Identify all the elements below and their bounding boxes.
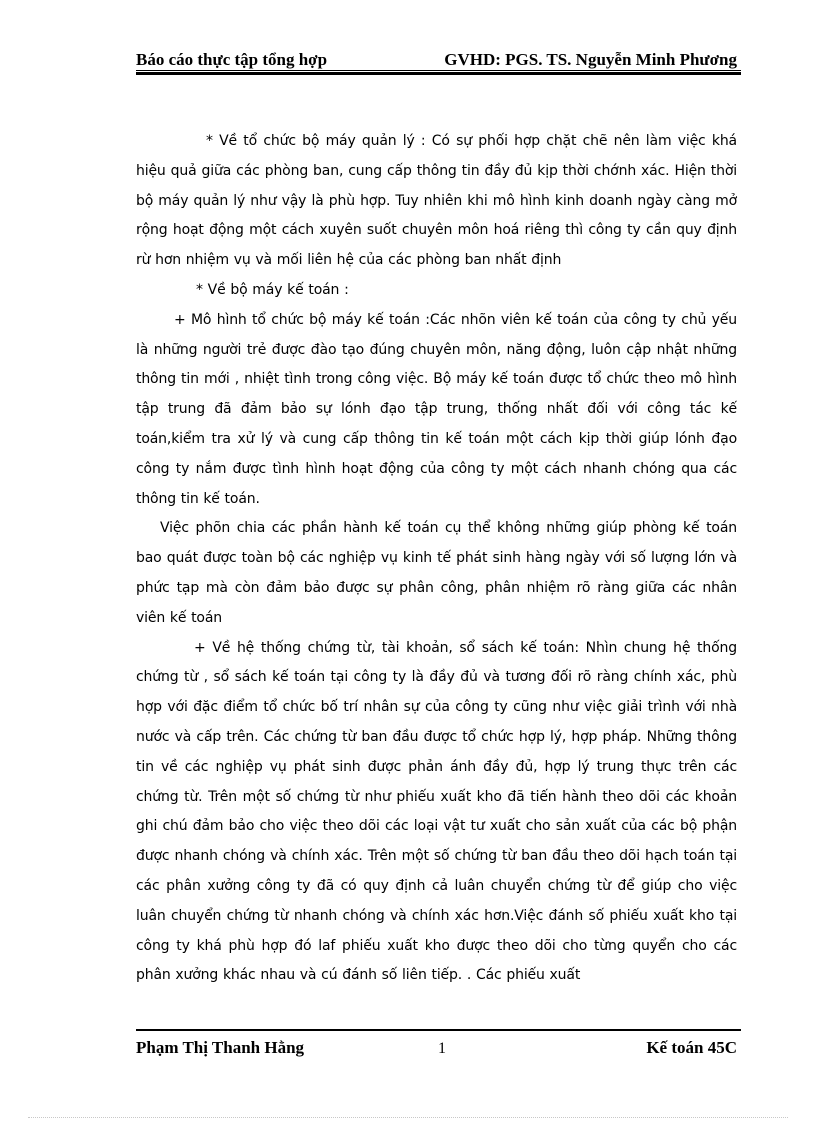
header-divider [136, 70, 741, 75]
paragraph-vouchers: + Về hệ thống chứng từ, tài khoản, sổ sách kế toán: Nhìn chung hệ thống chứng từ , sổ sách kế toán tại công ty là đầy đủ và tương đối rõ ràng chính xác, phù hợp với đặc điểm tổ chức bố trí nhân sự của công ty cũng như việc giải trình với nhà nước và cấp trên. Các chứng từ ban đầu được tổ chức hợp lý, hợp pháp. Những thông tin về các nghiệp vụ phát sinh được phản ánh đầy đủ, hợp lý trung thực trên các chứng từ. Trên một số chứng từ như phiếu xuất kho đã tiến hành theo dõi các khoản ghi chú đảm bảo cho việc theo dõi các loại vật tư xuất cho sản xuất của các bộ phận được nhanh chóng và chính xác. Trên một số chứng từ ban đầu theo dõi hạch toán tại các phân xưởng công ty đã có quy định cả luân chuyển chứng từ để giúp cho việc luân chuyển chứng từ nhanh chóng và chính xác hơn.Việc đánh số phiếu xuất kho tại công ty khá phù hợp đó laf phiếu xuất kho được theo dõi cho từng quyển cho các phân xưởng khác nhau và cú đánh số liên tiếp. . Các phiếu xuất [136, 639, 737, 984]
page-number: 1 [438, 1040, 446, 1057]
author-name: Phạm Thị Thanh Hằng [136, 1038, 305, 1057]
footer-divider [136, 1029, 741, 1031]
paragraph-management: * Về tổ chức bộ máy quản lý : Có sự phối hợp chặt chẽ nên làm việc khá hiệu quả giữa các phòng ban, cung cấp thông tin đầy đủ kịp thời chớnh xác. Hiện thời bộ máy quản lý như vậy là phù hợp. Tuy nhiên khi mô hình kinh doanh ngày càng mở rộng hoạt động một cách xuyên suốt chuyên môn hoá riêng thì công ty cần quy định rừ hơn nhiệm vụ và mối liên hệ của các phòng ban nhất định [136, 133, 737, 269]
page-edge-dots [28, 1117, 788, 1118]
document-body [136, 127, 737, 991]
paragraph-accounting-heading: * Về bộ máy kế toán : [196, 281, 349, 298]
paragraph-accounting-model: + Mô hình tổ chức bộ máy kế toán :Các nhõn viên kế toán của công ty chủ yếu là những người trẻ được đào tạo đúng chuyên môn, năng động, luôn cập nhật những thông tin mới , nhiệt tình trong công việc. Bộ máy kế toán được tổ chức theo mô hình tập trung đã đảm bảo sự lónh đạo tập trung, thống nhất đối với công tác kế toán,kiểm tra xử lý và cung cấp thông tin kế toán một cách kịp thời giúp lónh đạo công ty nắm được tình hình hoạt động của công ty một cách nhanh chóng qua các thông tin kế toán. [136, 311, 737, 507]
report-title: Báo cáo thực tập tổng hợp [136, 50, 328, 69]
paragraph-division: Việc phõn chia các phần hành kế toán cụ thể không những giúp phòng kế toán bao quát được toàn bộ các nghiệp vụ kinh tế phát sinh hàng ngày với số lượng lớn và phức tạp mà còn đảm bảo được sự phân công, phân nhiệm rõ ràng giữa các nhân viên kế toán [136, 520, 737, 626]
advisor-name: GVHD: PGS. TS. Nguyễn Minh Phương [444, 50, 737, 69]
class-name: Kế toán 45C [646, 1038, 737, 1057]
page-header [136, 48, 737, 72]
page-footer [136, 1036, 737, 1060]
